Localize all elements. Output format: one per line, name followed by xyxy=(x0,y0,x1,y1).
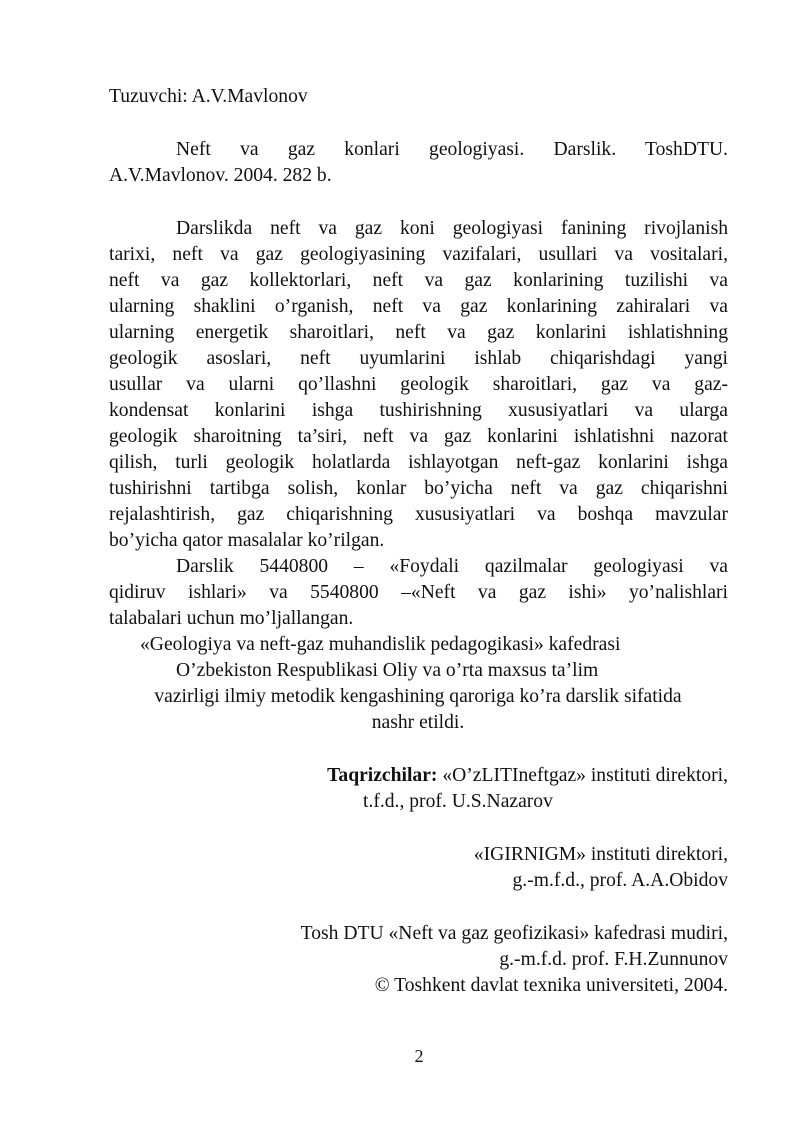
purpose-line: Darslik 5440800 – «Foydali qazilmalar geologiyasi va xyxy=(176,556,728,577)
reviewer-1-affiliation: «O’zLITIneftgaz» instituti direktori, xyxy=(437,765,728,786)
reviewer-2-line-2: g.-m.f.d., prof. A.A.Obidov xyxy=(512,870,728,891)
abstract-line: kondensat konlarini ishga tushirishning xususiyatlari va ularga xyxy=(109,400,728,421)
citation-line-1: Neft va gaz konlari geologiyasi. Darslik. ToshDTU. xyxy=(176,139,728,160)
reviewer-3-line-1: Tosh DTU «Neft va gaz geofizikasi» kafedrasi mudiri, xyxy=(300,923,728,944)
abstract-line: geologik sharoitning ta’siri, neft va gaz konlarini ishlatishni nazorat xyxy=(109,426,728,447)
abstract-line: usullar va ularni qo’llashni geologik sharoitlari, gaz va gaz- xyxy=(109,374,728,395)
abstract-line: ularning shaklini o’rganish, neft va gaz konlarining zahiralari va xyxy=(109,296,728,317)
copyright-line: © Toshkent davlat texnika universiteti, 2004. xyxy=(374,975,728,996)
reviewer-1-line-1 xyxy=(327,763,728,789)
purpose-line: talabalari uchun mo’ljallangan. xyxy=(109,608,354,629)
citation-line-2: A.V.Mavlonov. 2004. 282 b. xyxy=(109,165,332,186)
reviewer-1-line-2: t.f.d., prof. U.S.Nazarov xyxy=(363,791,553,812)
department-line: «Geologiya va neft-gaz muhandislik pedagogikasi» kafedrasi xyxy=(140,634,621,655)
abstract-line: bo’yicha qator masalalar ko’rilgan. xyxy=(109,530,385,551)
abstract-line: ularning energetik sharoitlari, neft va gaz konlarini ishlatishning xyxy=(109,322,728,343)
reviewer-3-line-2: g.-m.f.d. prof. F.H.Zunnunov xyxy=(499,949,728,970)
approval-line-2: vazirligi ilmiy metodik kengashining qaroriga ko’ra darslik sifatida xyxy=(154,686,682,707)
abstract-line: geologik asoslari, neft uyumlarini ishlab chiqarishdagi yangi xyxy=(109,348,728,369)
approval-line-1: O’zbekiston Respublikasi Oliy va o’rta maxsus ta’lim xyxy=(176,660,599,681)
reviewer-2-line-1: «IGIRNIGM» instituti direktori, xyxy=(473,844,728,865)
abstract-line: qilish, turli geologik holatlarda ishlayotgan neft-gaz konlarini ishga xyxy=(109,452,728,473)
compiler-line: Tuzuvchi: A.V.Mavlonov xyxy=(109,86,308,107)
approval-line-3: nashr etildi. xyxy=(371,712,465,733)
abstract-line: tarixi, neft va gaz geologiyasining vazifalari, usullari va vositalari, xyxy=(109,244,728,265)
abstract-line: tushirishni tartibga solish, konlar bo’yicha neft va gaz chiqarishni xyxy=(109,478,728,499)
abstract-line: rejalashtirish, gaz chiqarishning xususiyatlari va boshqa mavzular xyxy=(109,504,728,525)
page-number: 2 xyxy=(414,1046,424,1066)
purpose-line: qidiruv ishlari» va 5540800 –«Neft va gaz ishi» yo’nalishlari xyxy=(109,582,728,603)
abstract-line: neft va gaz kollektorlari, neft va gaz konlarining tuzilishi va xyxy=(109,270,728,291)
abstract-line: Darslikda neft va gaz koni geologiyasi fanining rivojlanish xyxy=(176,218,728,239)
reviewers-label: Taqrizchilar: xyxy=(327,765,438,786)
